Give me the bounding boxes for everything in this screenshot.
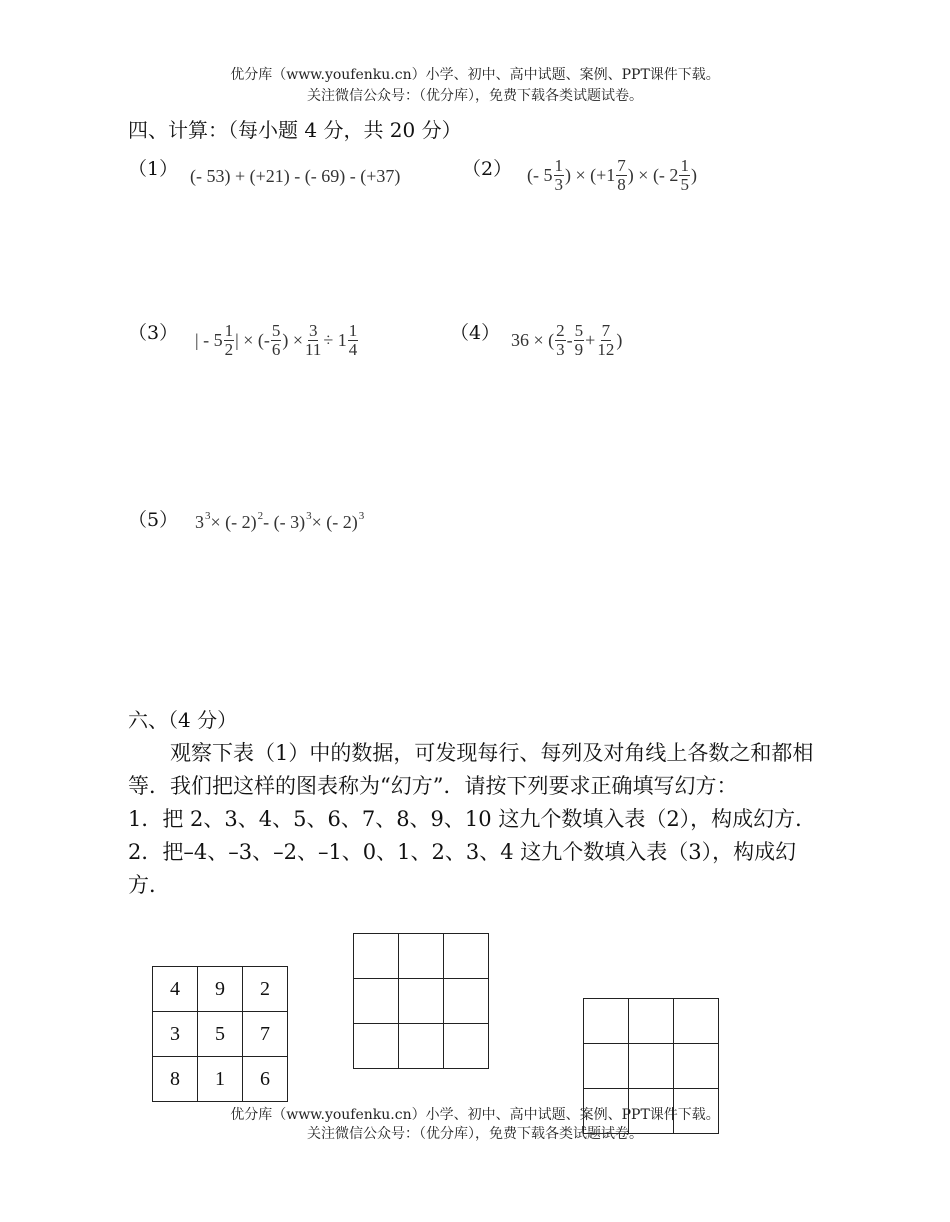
numerator: 7 bbox=[617, 156, 626, 175]
table-cell[interactable] bbox=[399, 1024, 444, 1069]
numerator: 5 bbox=[271, 321, 281, 340]
expr-base: - (- 3) bbox=[263, 512, 306, 532]
problem-5-expression bbox=[195, 509, 365, 533]
section-6-title: 六、（4 分） bbox=[128, 708, 238, 732]
expr-part: ÷ 1 bbox=[323, 330, 347, 350]
denominator: 11 bbox=[305, 340, 322, 359]
numerator: 1 bbox=[680, 156, 689, 175]
problem-2-label: （2） bbox=[462, 158, 513, 180]
denominator: 2 bbox=[224, 340, 234, 359]
table-cell[interactable] bbox=[444, 979, 489, 1024]
table-cell: 1 bbox=[198, 1057, 243, 1102]
expr-part: | × (- bbox=[235, 330, 270, 350]
problem-4-label: （4） bbox=[450, 322, 501, 344]
expr-part: (- 5 bbox=[527, 165, 553, 185]
table-cell[interactable] bbox=[399, 934, 444, 979]
table-cell[interactable] bbox=[444, 1024, 489, 1069]
expr-part: - bbox=[566, 330, 573, 350]
expr-part: | - 5 bbox=[195, 330, 223, 350]
exponent: 3 bbox=[306, 509, 312, 522]
denominator: 8 bbox=[617, 175, 626, 194]
denominator: 4 bbox=[348, 340, 358, 359]
problem-4-expression bbox=[511, 322, 622, 359]
fraction bbox=[224, 322, 235, 359]
exponent: 3 bbox=[358, 509, 365, 522]
table-row bbox=[153, 1057, 288, 1102]
problem-5-label: （5） bbox=[128, 509, 179, 531]
expr-base: 3 bbox=[195, 512, 204, 532]
page-header-line-2: 关注微信公众号：（优分库），免费下载各类试题试卷。 bbox=[307, 88, 643, 104]
expr-part: ) × bbox=[282, 330, 304, 350]
table-cell: 3 bbox=[153, 1012, 198, 1057]
page-header-line-1: 优分库（www.youfenku.cn）小学、初中、高中试题、案例、PPT课件下载。 bbox=[230, 67, 720, 83]
denominator: 5 bbox=[680, 175, 689, 194]
table-row bbox=[354, 934, 489, 979]
table-cell[interactable] bbox=[354, 979, 399, 1024]
exponent: 2 bbox=[257, 509, 264, 522]
table-cell: 4 bbox=[153, 967, 198, 1012]
table-cell: 8 bbox=[153, 1057, 198, 1102]
expr-base: × (- 2) bbox=[210, 512, 257, 532]
table-cell[interactable] bbox=[674, 1044, 719, 1089]
table-cell: 5 bbox=[198, 1012, 243, 1057]
problem-2-expression bbox=[527, 157, 697, 194]
numerator: 7 bbox=[601, 321, 611, 340]
page-footer-line-2: 关注微信公众号：（优分库），免费下载各类试题试卷。 bbox=[307, 1126, 643, 1142]
numerator: 1 bbox=[554, 156, 563, 175]
expr-part: ) bbox=[690, 165, 697, 185]
fraction bbox=[304, 322, 322, 359]
problem-3-expression bbox=[195, 322, 359, 359]
problem-1-label: （1） bbox=[128, 158, 179, 180]
table-cell: 9 bbox=[198, 967, 243, 1012]
expr-part: ) bbox=[616, 330, 623, 350]
exponent: 3 bbox=[205, 509, 211, 522]
table-cell[interactable] bbox=[354, 1024, 399, 1069]
numerator: 1 bbox=[224, 321, 234, 340]
numerator: 5 bbox=[574, 321, 584, 340]
fraction bbox=[616, 157, 627, 194]
table-cell[interactable] bbox=[629, 999, 674, 1044]
expr-part: ) × (+1 bbox=[565, 165, 616, 185]
denominator: 6 bbox=[271, 340, 281, 359]
expr-part: 36 × ( bbox=[511, 330, 555, 350]
table-row bbox=[153, 1012, 288, 1057]
numerator: 1 bbox=[348, 321, 358, 340]
table-row bbox=[153, 967, 288, 1012]
page-footer-line-1: 优分库（www.youfenku.cn）小学、初中、高中试题、案例、PPT课件下载。 bbox=[230, 1107, 720, 1123]
denominator: 3 bbox=[554, 175, 563, 194]
problem-1-expr-text: (- 53) + (+21) - (- 69) - (+37) bbox=[190, 166, 401, 186]
table-cell[interactable] bbox=[584, 999, 629, 1044]
section-6-item-2: 2．把–4、–3、–2、–1、0、1、2、3、4 这九个数填入表（3），构成幻方． bbox=[128, 840, 797, 897]
section-4-title: 四、计算：（每小题 4 分，共 20 分） bbox=[128, 118, 462, 142]
denominator: 3 bbox=[556, 340, 565, 359]
table-cell[interactable] bbox=[584, 1044, 629, 1089]
expr-part: + bbox=[585, 330, 596, 350]
expr-base: × (- 2) bbox=[311, 512, 358, 532]
table-cell: 6 bbox=[243, 1057, 288, 1102]
table-cell[interactable] bbox=[674, 999, 719, 1044]
table-cell[interactable] bbox=[399, 979, 444, 1024]
table-row bbox=[584, 1044, 719, 1089]
table-cell[interactable] bbox=[444, 934, 489, 979]
table-row bbox=[584, 999, 719, 1044]
denominator: 9 bbox=[574, 340, 584, 359]
table-cell[interactable] bbox=[629, 1044, 674, 1089]
section-6-item-1: 1．把 2、3、4、5、6、7、8、9、10 这九个数填入表（2），构成幻方． bbox=[128, 807, 817, 831]
table-cell[interactable] bbox=[354, 934, 399, 979]
denominator: 12 bbox=[597, 340, 615, 359]
table-cell: 7 bbox=[243, 1012, 288, 1057]
fraction bbox=[554, 157, 565, 194]
table-cell: 2 bbox=[243, 967, 288, 1012]
section-6-paragraph: 观察下表（1）中的数据，可发现每行、每列及对角线上各数之和都相等．我们把这样的图表称为“幻方”．请按下列要求正确填写幻方： bbox=[128, 741, 814, 798]
magic-square-table-1 bbox=[152, 966, 288, 1102]
fraction bbox=[271, 322, 282, 359]
problem-3-label: （3） bbox=[128, 322, 179, 344]
numerator: 3 bbox=[308, 321, 318, 340]
magic-square-table-2 bbox=[353, 933, 489, 1069]
expr-part: ) × (- 2 bbox=[627, 165, 679, 185]
fraction bbox=[574, 322, 585, 359]
table-row bbox=[354, 979, 489, 1024]
fraction bbox=[555, 322, 566, 359]
fraction bbox=[596, 322, 615, 359]
problem-1-expression bbox=[190, 166, 400, 187]
fraction bbox=[679, 157, 690, 194]
numerator: 2 bbox=[556, 321, 565, 340]
fraction bbox=[348, 322, 359, 359]
table-row bbox=[354, 1024, 489, 1069]
